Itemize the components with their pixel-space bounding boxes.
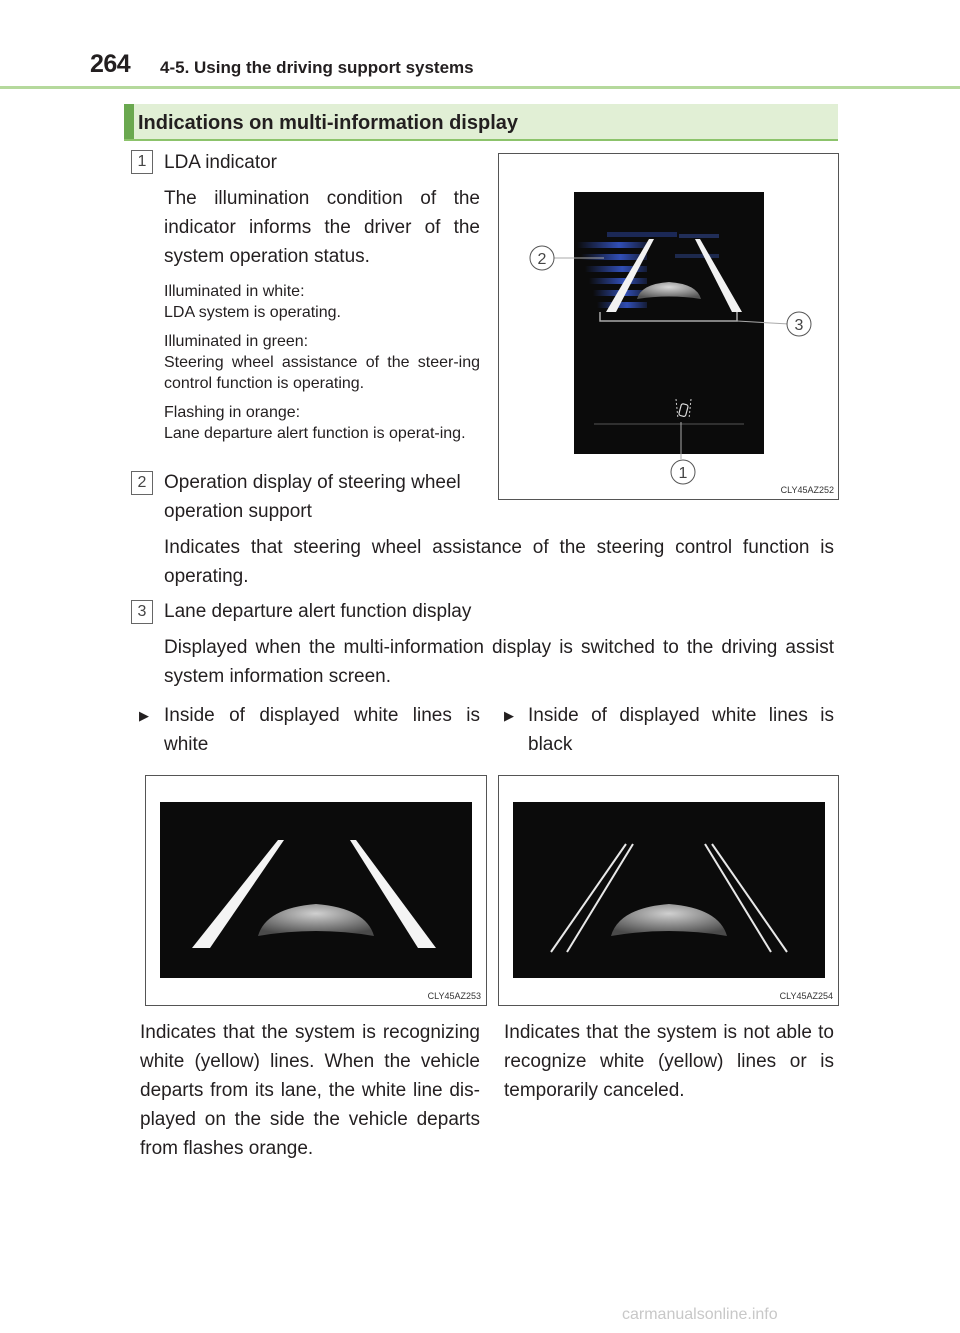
figure-caption: CLY45AZ254 xyxy=(779,991,833,1001)
indication-label: Illuminated in green: xyxy=(164,333,309,350)
figure-caption: CLY45AZ253 xyxy=(427,991,481,1001)
callout-2-label: 2 xyxy=(537,251,547,268)
display-screen xyxy=(513,802,825,978)
indication-text: Lane departure alert function is operat-ing. xyxy=(164,425,466,442)
item-title: Operation display of steering wheel operation support xyxy=(164,472,461,522)
item-number-badge: 3 xyxy=(131,600,153,624)
figure-caption: CLY45AZ252 xyxy=(780,485,834,495)
indication-green xyxy=(164,331,480,394)
figure-lines-white xyxy=(145,775,487,1006)
section-title: Indications on multi-information display xyxy=(138,112,519,134)
item-number-badge: 1 xyxy=(131,150,153,174)
item-title: Lane departure alert function display xyxy=(164,601,472,622)
column-description: Indicates that the system is recognizing white (yellow) lines. When the vehicle departs from its lane, the white line dis-played on the side the vehicle departs from flashes orange. xyxy=(140,1022,480,1159)
item-title: LDA indicator xyxy=(164,152,278,173)
figure-lines-black xyxy=(498,775,839,1006)
display-screen xyxy=(574,192,764,454)
indication-text: LDA system is operating. xyxy=(164,304,341,321)
indication-text: Steering wheel assistance of the steer-ing control function is operating. xyxy=(164,354,480,392)
indication-white xyxy=(164,281,480,323)
header-rule xyxy=(0,86,960,89)
page-number: 264 xyxy=(90,50,131,78)
callout-3-label: 3 xyxy=(794,317,804,334)
lines-white-illustration xyxy=(146,776,486,1005)
item-number-badge: 2 xyxy=(131,471,153,495)
display-illustration xyxy=(499,154,838,499)
column-heading: Inside of displayed white lines is black xyxy=(528,705,834,755)
item-body: The illumination condition of the indicator informs the driver of the system operation status. xyxy=(164,188,480,267)
watermark: carmanualsonline.info xyxy=(622,1306,778,1323)
section-underline xyxy=(124,139,838,141)
column-heading: Inside of displayed white lines is white xyxy=(164,705,480,755)
column-description: Indicates that the system is not able to recognize white (yellow) lines or is temporarily canceled. xyxy=(504,1022,834,1101)
indication-orange xyxy=(164,402,480,444)
indication-label: Illuminated in white: xyxy=(164,283,305,300)
chapter-title: 4-5. Using the driving support systems xyxy=(160,58,474,77)
callout-1-label: 1 xyxy=(678,465,688,482)
indication-label: Flashing in orange: xyxy=(164,404,301,421)
triangle-bullet-icon: ▶ xyxy=(504,708,514,723)
item-body: Indicates that steering wheel assistance of the steering control function is operating. xyxy=(164,537,834,587)
figure-multi-info-display xyxy=(498,153,839,500)
display-screen xyxy=(160,802,472,978)
item-body: Displayed when the multi-information display is switched to the driving assist system information screen. xyxy=(164,637,834,687)
lines-black-illustration xyxy=(499,776,838,1005)
triangle-bullet-icon: ▶ xyxy=(139,708,149,723)
